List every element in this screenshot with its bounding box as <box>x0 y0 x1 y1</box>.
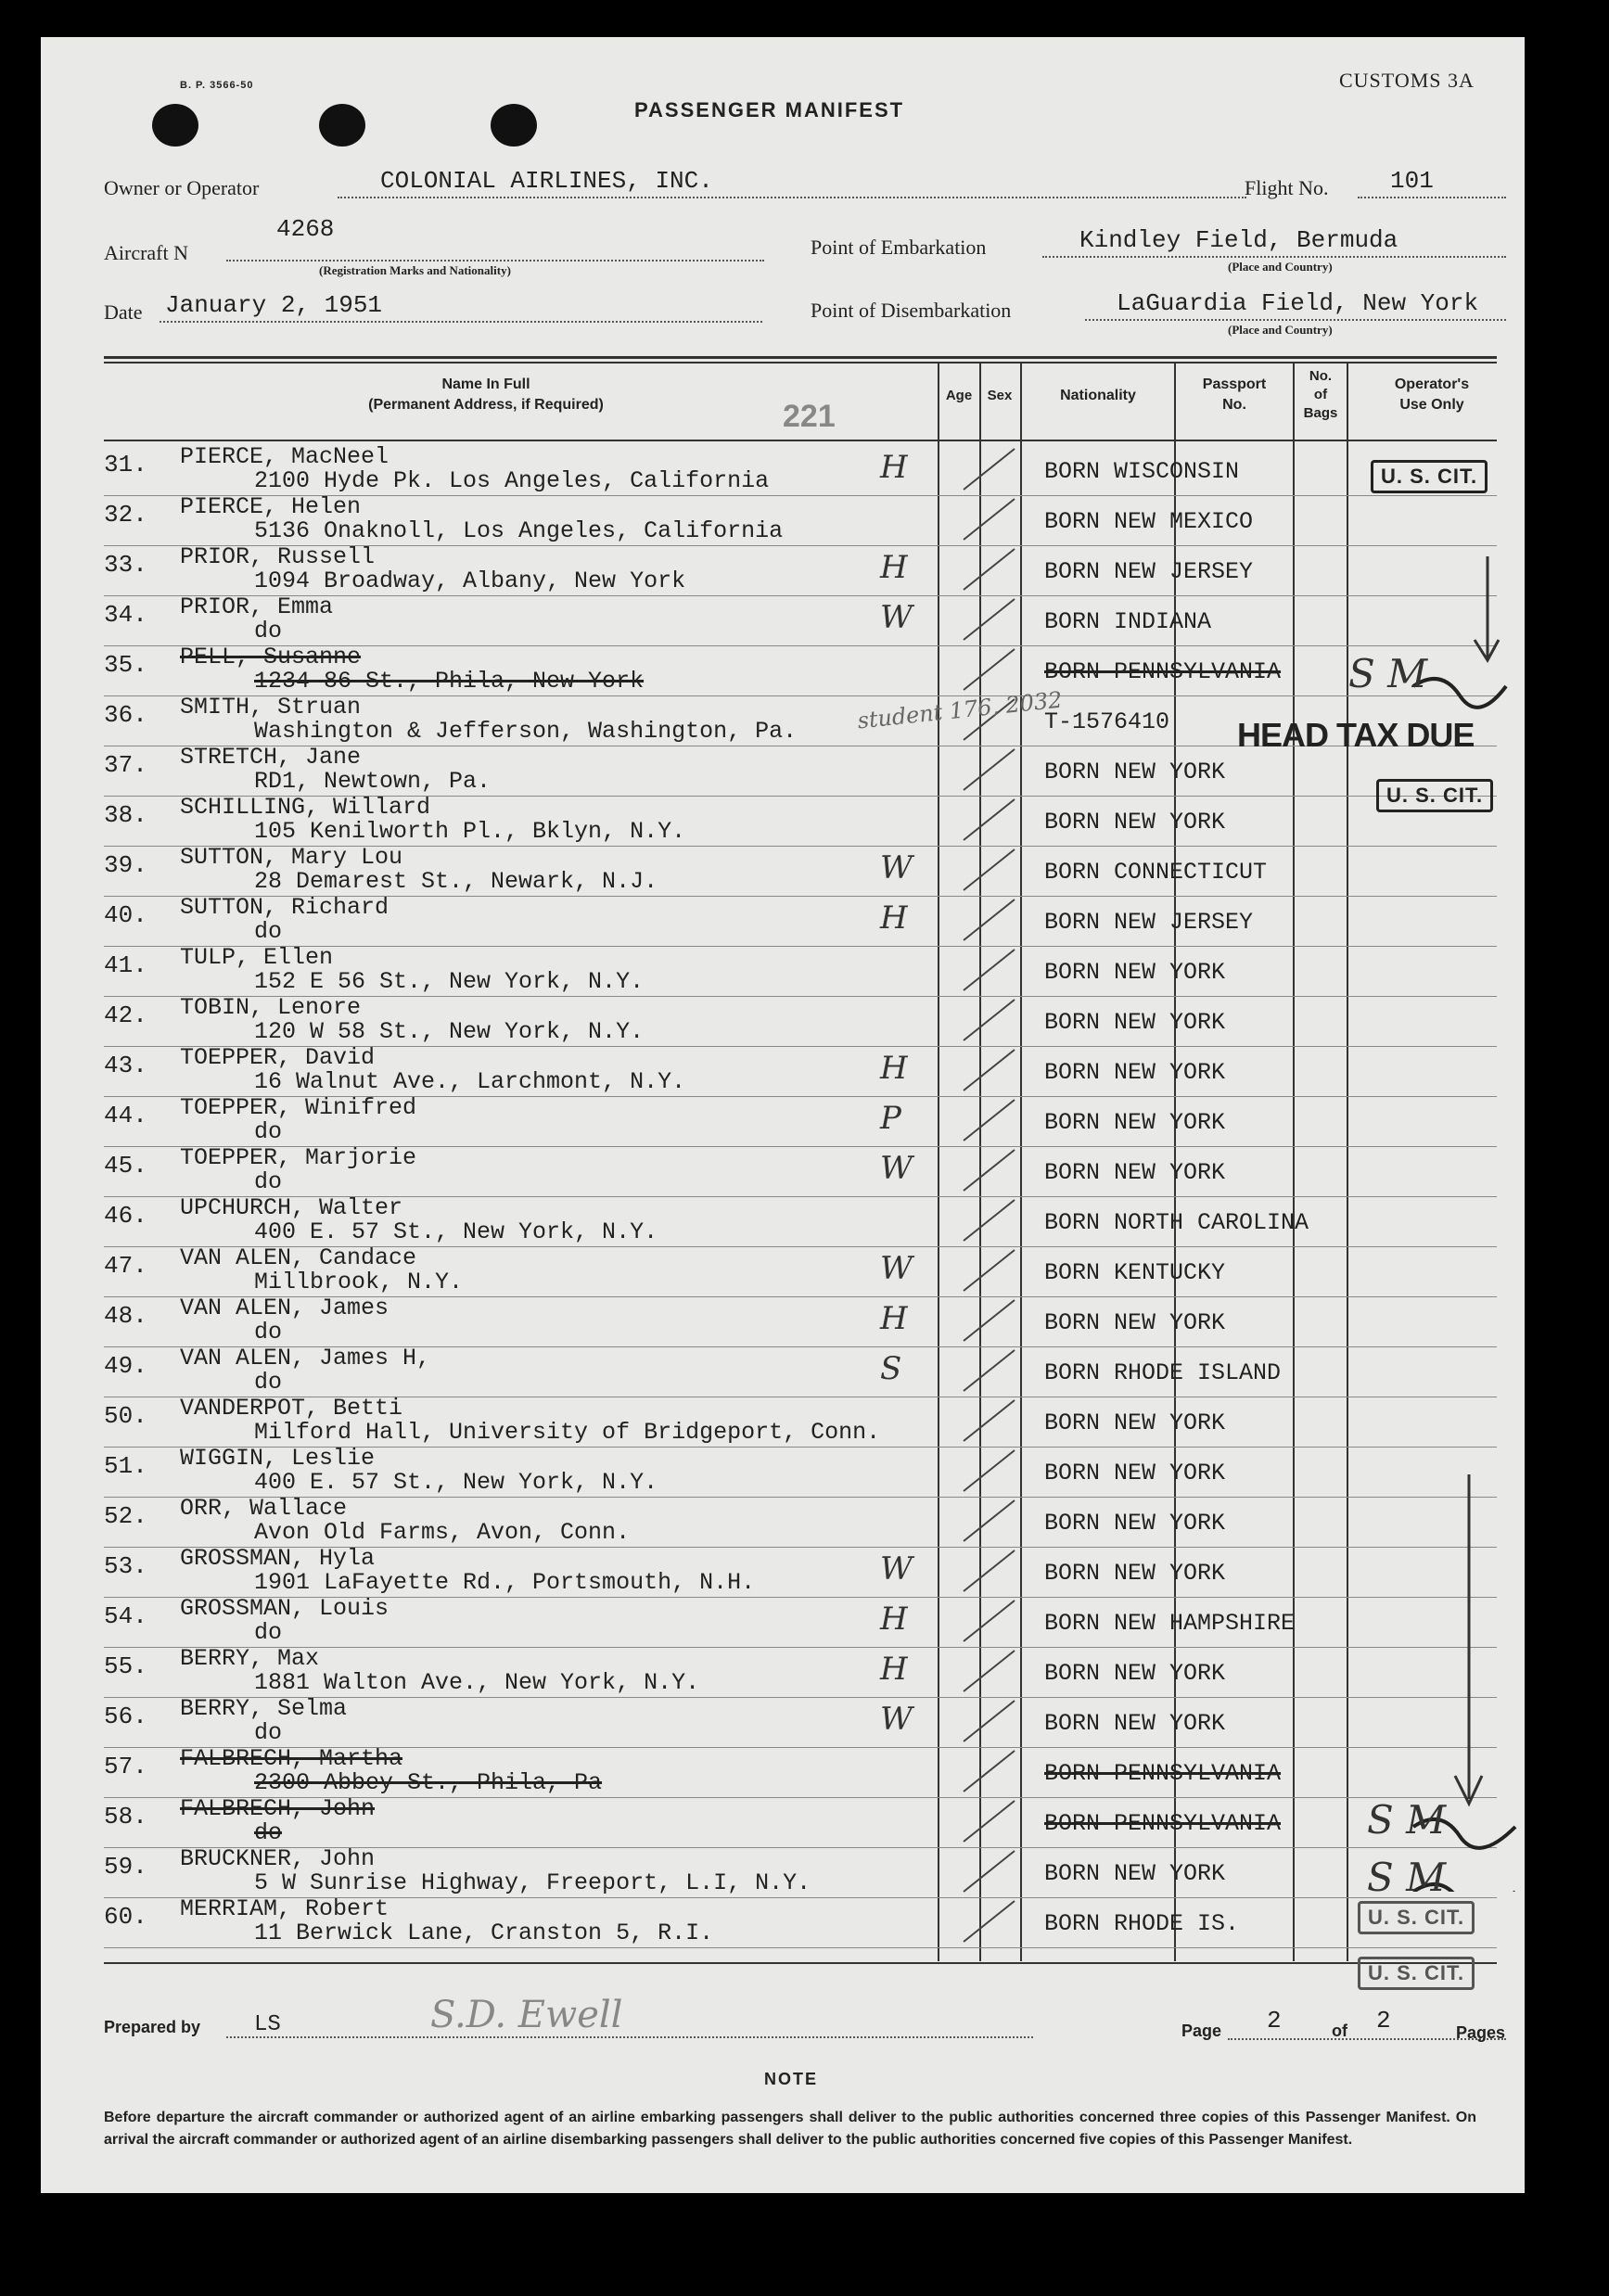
passenger-name: TULP, Ellen <box>180 944 334 971</box>
check-slash <box>964 849 1015 890</box>
nationality-value: BORN NEW YORK <box>1044 1059 1226 1086</box>
passenger-name: SMITH, Struan <box>180 694 362 721</box>
row-number: 33. <box>104 551 147 579</box>
customs-form-id: CUSTOMS 3A <box>1339 69 1475 92</box>
pages-value: 2 <box>1376 2007 1391 2035</box>
passenger-address: do <box>254 1819 283 1846</box>
nationality-value: BORN NEW YORK <box>1044 1109 1226 1136</box>
row-number: 60. <box>104 1903 147 1931</box>
passenger-address: do <box>254 1369 283 1396</box>
operator-marks <box>1358 501 1525 1892</box>
nationality-value: BORN CONNECTICUT <box>1044 859 1268 886</box>
row-number: 59. <box>104 1853 147 1881</box>
passenger-address: 2100 Hyde Pk. Los Angeles, California <box>254 467 770 494</box>
nationality-value: BORN PENNSYLVANIA <box>1044 1810 1282 1837</box>
col-operator-use: Use Only <box>1399 397 1464 413</box>
row-number: 56. <box>104 1703 147 1730</box>
nationality-value: BORN NEW JERSEY <box>1044 909 1254 936</box>
passenger-address: Washington & Jefferson, Washington, Pa. <box>254 718 798 745</box>
check-slash <box>964 1350 1015 1391</box>
col-name-sub: (Permanent Address, if Required) <box>368 397 604 413</box>
row-number: 54. <box>104 1602 147 1630</box>
passenger-address: do <box>254 1619 283 1646</box>
check-slash <box>964 1651 1015 1691</box>
passenger-address: 400 E. 57 St., New York, N.Y. <box>254 1218 658 1245</box>
punch-hole <box>491 104 537 147</box>
passenger-name: BERRY, Max <box>180 1645 320 1672</box>
nationality-value: BORN NEW YORK <box>1044 759 1226 785</box>
passenger-address: 1094 Broadway, Albany, New York <box>254 568 686 594</box>
nationality-value: BORN NEW YORK <box>1044 1710 1226 1737</box>
passenger-address: 1234 86 St., Phila, New York <box>254 668 645 695</box>
prepared-label: Prepared by <box>104 2018 201 2036</box>
col-bags-3: Bags <box>1303 405 1338 421</box>
check-slash <box>964 1701 1015 1741</box>
col-passport-no: No. <box>1222 397 1246 413</box>
aircraft-value: 4268 <box>276 215 335 243</box>
row-number: 37. <box>104 751 147 779</box>
check-slash <box>964 1450 1015 1491</box>
nationality-value: BORN KENTUCKY <box>1044 1259 1226 1286</box>
check-slash <box>964 599 1015 640</box>
row-number: 55. <box>104 1652 147 1680</box>
passenger-address: do <box>254 1168 283 1195</box>
check-slash <box>964 1400 1015 1441</box>
us-cit-stamp: U. S. CIT. <box>1376 779 1493 812</box>
student-annotation: student 176, 2032 <box>856 686 1064 734</box>
row-number: 44. <box>104 1102 147 1129</box>
initials-annotation: S M <box>1367 1855 1447 1900</box>
sex-mark: W <box>880 1550 913 1588</box>
check-slash <box>964 899 1015 940</box>
sex-mark: P <box>880 1100 901 1137</box>
passenger-name: WIGGIN, Leslie <box>180 1445 376 1472</box>
col-bags-2: of <box>1313 387 1328 402</box>
head-tax-due-stamp: HEAD TAX DUE <box>1237 716 1475 754</box>
row-number: 52. <box>104 1502 147 1530</box>
sex-mark: H <box>880 549 908 586</box>
passenger-name: SUTTON, Richard <box>180 894 389 921</box>
passenger-name: VAN ALEN, Candace <box>180 1244 417 1271</box>
passenger-address: 1881 Walton Ave., New York, N.Y. <box>254 1669 700 1696</box>
row-number: 57. <box>104 1753 147 1780</box>
passenger-address: do <box>254 1118 283 1145</box>
nationality-value: BORN NEW YORK <box>1044 1309 1226 1336</box>
initials-annotation: S M <box>1367 1797 1447 1843</box>
passenger-name: VAN ALEN, James <box>180 1295 389 1321</box>
col-sex: Sex <box>987 388 1013 403</box>
col-passport: Passport <box>1202 376 1267 392</box>
check-slash <box>964 1801 1015 1842</box>
flight-value: 101 <box>1390 167 1434 195</box>
passenger-address: do <box>254 1719 283 1746</box>
col-bags-1: No. <box>1309 368 1333 384</box>
note-heading: NOTE <box>764 2070 819 2088</box>
us-cit-stamp: U. S. CIT. <box>1371 460 1488 493</box>
col-age: Age <box>945 388 973 403</box>
passenger-name: PELL, Susanne <box>180 644 362 670</box>
passenger-address: do <box>254 1319 283 1346</box>
passenger-address: 120 W 58 St., New York, N.Y. <box>254 1018 645 1045</box>
punch-hole <box>152 104 198 147</box>
aircraft-label: Aircraft N <box>104 241 189 264</box>
row-number: 32. <box>104 501 147 529</box>
passenger-address: 2300 Abbey St., Phila, Pa <box>254 1769 603 1796</box>
nationality-value: BORN NEW YORK <box>1044 1510 1226 1537</box>
passenger-address: do <box>254 918 283 945</box>
nationality-value: BORN PENNSYLVANIA <box>1044 658 1282 685</box>
passenger-name: PRIOR, Emma <box>180 593 334 620</box>
flight-label: Flight No. <box>1245 176 1329 199</box>
passenger-name: ORR, Wallace <box>180 1495 348 1522</box>
check-slash <box>964 1901 1015 1942</box>
nationality-value: BORN RHODE ISLAND <box>1044 1359 1282 1386</box>
check-slash <box>964 1150 1015 1191</box>
check-slash <box>964 499 1015 540</box>
preparer-signature: S.D. Ewell <box>430 1994 623 2036</box>
check-slash <box>964 1000 1015 1040</box>
passenger-name: MERRIAM, Robert <box>180 1895 389 1922</box>
sex-mark: W <box>880 849 913 887</box>
passenger-name: GROSSMAN, Louis <box>180 1595 389 1622</box>
nationality-value: BORN NEW HAMPSHIRE <box>1044 1610 1296 1637</box>
row-number: 45. <box>104 1152 147 1180</box>
passenger-address: 11 Berwick Lane, Cranston 5, R.I. <box>254 1920 714 1946</box>
passenger-name: VANDERPOT, Betti <box>180 1395 403 1422</box>
row-number: 38. <box>104 801 147 829</box>
sex-mark: H <box>880 1300 908 1337</box>
passenger-address: Milford Hall, University of Bridgeport, Conn. <box>254 1419 881 1446</box>
page-label: Page <box>1181 2022 1222 2040</box>
check-marks <box>875 445 1061 1966</box>
passenger-name: BERRY, Selma <box>180 1695 348 1722</box>
row-number: 42. <box>104 1001 147 1029</box>
check-slash <box>964 649 1015 690</box>
manifest-page <box>41 37 1525 2193</box>
nationality-value: BORN NORTH CAROLINA <box>1044 1209 1309 1236</box>
check-slash <box>964 749 1015 790</box>
sex-mark: W <box>880 599 913 636</box>
row-number: 53. <box>104 1552 147 1580</box>
passenger-name: GROSSMAN, Hyla <box>180 1545 376 1572</box>
date-value: January 2, 1951 <box>165 291 383 319</box>
owner-label: Owner or Operator <box>104 176 260 199</box>
check-slash <box>964 549 1015 590</box>
row-number: 39. <box>104 851 147 879</box>
passenger-address: 1901 LaFayette Rd., Portsmouth, N.H. <box>254 1569 756 1596</box>
row-number: 51. <box>104 1452 147 1480</box>
row-number: 47. <box>104 1252 147 1280</box>
passenger-address: 16 Walnut Ave., Larchmont, N.Y. <box>254 1068 686 1095</box>
sheet-number: 221 <box>783 399 836 434</box>
nationality-value: BORN NEW YORK <box>1044 1460 1226 1486</box>
nationality-value: BORN NEW YORK <box>1044 959 1226 986</box>
row-number: 49. <box>104 1352 147 1380</box>
check-slash <box>964 449 1015 490</box>
col-operator: Operator's <box>1394 376 1470 392</box>
disembark-sub: (Place and Country) <box>1228 323 1333 337</box>
check-slash <box>964 1751 1015 1792</box>
embark-label: Point of Embarkation <box>811 236 987 259</box>
row-number: 48. <box>104 1302 147 1330</box>
us-cit-stamp: U. S. CIT. <box>1358 1901 1475 1934</box>
note-text: Before departure the aircraft commander or authorized agent of an airline embarking passengers shall deliver to the public authorities concerned three copies of this Passenger Manifest. On arrival the aircraft commander or authorized agent of an airline disembarking passengers shall deliver to the public authorities concerned five copies of this Passenger Manifest. <box>104 2110 1476 2148</box>
check-slash <box>964 1250 1015 1291</box>
check-slash <box>964 1550 1015 1591</box>
prepared-value: LS <box>254 2012 281 2037</box>
nationality-value: BORN RHODE IS. <box>1044 1910 1240 1937</box>
disembark-value: LaGuardia Field, New York <box>1117 289 1479 317</box>
passenger-name: SCHILLING, Willard <box>180 794 431 821</box>
row-number: 31. <box>104 451 147 478</box>
row-number: 34. <box>104 601 147 629</box>
passenger-address: do <box>254 618 283 644</box>
row-number: 50. <box>104 1402 147 1430</box>
nationality-value: BORN PENNSYLVANIA <box>1044 1760 1282 1787</box>
passenger-name: PRIOR, Russell <box>180 543 376 570</box>
passenger-name: TOEPPER, David <box>180 1044 376 1071</box>
nationality-value: BORN NEW MEXICO <box>1044 508 1254 535</box>
check-slash <box>964 1851 1015 1892</box>
passenger-address: 400 E. 57 St., New York, N.Y. <box>254 1469 658 1496</box>
sex-mark: H <box>880 1050 908 1087</box>
check-slash <box>964 1300 1015 1341</box>
sex-mark: H <box>880 1601 908 1638</box>
passenger-name: TOBIN, Lenore <box>180 994 362 1021</box>
sex-mark: S <box>880 1350 902 1387</box>
passenger-name: TOEPPER, Marjorie <box>180 1144 417 1171</box>
sex-mark: H <box>880 1651 908 1688</box>
row-number: 40. <box>104 901 147 929</box>
owner-value: COLONIAL AIRLINES, INC. <box>380 167 713 195</box>
check-slash <box>964 1500 1015 1541</box>
passenger-address: 5 W Sunrise Highway, Freeport, L.I, N.Y. <box>254 1869 811 1896</box>
passenger-name: STRETCH, Jane <box>180 744 362 771</box>
passenger-name: VAN ALEN, James H, <box>180 1345 431 1371</box>
nationality-value: BORN NEW YORK <box>1044 1009 1226 1036</box>
passenger-name: SUTTON, Mary Lou <box>180 844 403 871</box>
check-slash <box>964 1200 1015 1241</box>
date-label: Date <box>104 300 143 324</box>
row-number: 46. <box>104 1202 147 1230</box>
nationality-value: BORN NEW YORK <box>1044 1159 1226 1186</box>
row-number: 36. <box>104 701 147 729</box>
passenger-name: FALBRECH, John <box>180 1795 376 1822</box>
passenger-address: 5136 Onaknoll, Los Angeles, California <box>254 517 784 544</box>
passenger-name: FALBRECH, Martha <box>180 1745 403 1772</box>
initials-annotation: S M <box>1348 651 1428 696</box>
nationality-value: BORN NEW YORK <box>1044 1560 1226 1587</box>
passenger-name: UPCHURCH, Walter <box>180 1194 403 1221</box>
page-value: 2 <box>1267 2007 1282 2035</box>
nationality-value: BORN NEW YORK <box>1044 1409 1226 1436</box>
punch-hole <box>319 104 365 147</box>
passenger-address: 105 Kenilworth Pl., Bklyn, N.Y. <box>254 818 686 845</box>
passenger-address: 28 Demarest St., Newark, N.J. <box>254 868 658 895</box>
pages-label: Pages <box>1456 2023 1506 2042</box>
of-label: of <box>1332 2022 1347 2040</box>
embark-value: Kindley Field, Bermuda <box>1079 226 1398 254</box>
us-cit-stamp: U. S. CIT. <box>1358 1957 1475 1990</box>
passenger-name: TOEPPER, Winifred <box>180 1094 417 1121</box>
check-slash <box>964 950 1015 990</box>
sex-mark: H <box>880 899 908 937</box>
embark-sub: (Place and Country) <box>1228 260 1333 274</box>
passenger-address: RD1, Newtown, Pa. <box>254 768 492 795</box>
row-number: 43. <box>104 1052 147 1079</box>
check-slash <box>964 1050 1015 1091</box>
sex-mark: H <box>880 449 908 486</box>
nationality-value: BORN NEW JERSEY <box>1044 558 1254 585</box>
nationality-value: BORN NEW YORK <box>1044 809 1226 835</box>
check-slash <box>964 1100 1015 1141</box>
passenger-name: BRUCKNER, John <box>180 1845 376 1872</box>
sex-mark: W <box>880 1250 913 1287</box>
row-number: 35. <box>104 651 147 679</box>
passenger-address: Avon Old Farms, Avon, Conn. <box>254 1519 631 1546</box>
sex-mark: W <box>880 1701 913 1738</box>
row-number: 41. <box>104 951 147 979</box>
form-number: B. P. 3566-50 <box>180 80 254 91</box>
nationality-value: BORN NEW YORK <box>1044 1860 1226 1887</box>
check-slash <box>964 1601 1015 1641</box>
disembark-label: Point of Disembarkation <box>811 299 1012 322</box>
nationality-value: BORN INDIANA <box>1044 608 1212 635</box>
passenger-name: PIERCE, MacNeel <box>180 443 389 470</box>
passenger-address: Millbrook, N.Y. <box>254 1269 464 1295</box>
nationality-value: BORN NEW YORK <box>1044 1660 1226 1687</box>
page-title: PASSENGER MANIFEST <box>634 98 905 121</box>
nationality-value: BORN WISCONSIN <box>1044 458 1240 485</box>
col-name-title: Name In Full <box>441 376 530 392</box>
col-nationality: Nationality <box>1060 388 1136 403</box>
passenger-name: PIERCE, Helen <box>180 493 362 520</box>
nationality-value: T-1576410 <box>1044 708 1170 735</box>
aircraft-sub: (Registration Marks and Nationality) <box>319 263 511 277</box>
passenger-address: 152 E 56 St., New York, N.Y. <box>254 968 645 995</box>
row-number: 58. <box>104 1803 147 1830</box>
sex-mark: W <box>880 1150 913 1187</box>
check-slash <box>964 799 1015 840</box>
